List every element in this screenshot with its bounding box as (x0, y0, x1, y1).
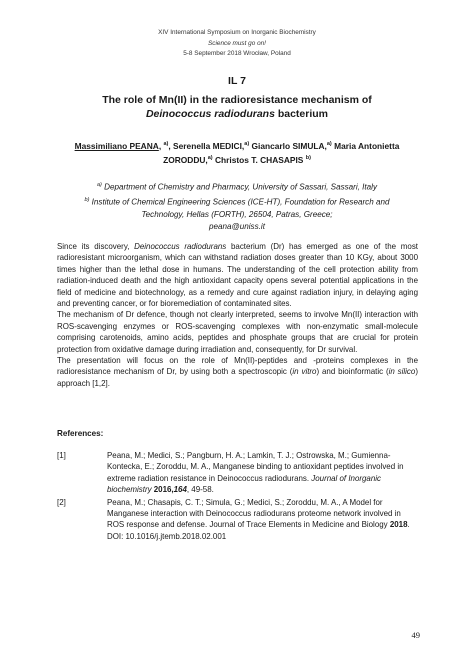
affiliation-b (70, 194, 404, 221)
italic-term: in silico (388, 367, 416, 377)
reference-number: [2] (57, 497, 66, 507)
affil-text: Institute of Chemical Engineering Sciences (ICE-HT), Foundation for Research and Technology, Hellas (FORTH), 26504, Patras, Greece; (89, 197, 390, 219)
ref-year: 2016, (151, 485, 174, 495)
author-name: , Serenella MEDICI, (168, 140, 245, 151)
author-name: Christos T. CHASAPIS (212, 155, 304, 166)
conference-date-location: 5-8 September 2018 Wrocław, Poland (183, 50, 291, 57)
ref-volume: 164 (173, 485, 187, 495)
presenting-author: Massimiliano PEANA (74, 140, 159, 151)
affil-mark: a) (96, 182, 102, 188)
affiliations (70, 179, 404, 233)
affiliation-a (70, 179, 404, 194)
affil-mark: b) (84, 196, 90, 203)
author-affil-mark: a) (163, 141, 169, 147)
author-affil-mark: a) (207, 155, 213, 162)
ref-doi: . DOI: 10.1016/j.jtemb.2018.02.001 (107, 520, 410, 541)
lecture-code: IL 7 (228, 75, 246, 87)
text-run: Peana, M.; Medici, S.; Pangburn, H. A.; Lamkin, T. J.; Ostrowska, M.; Gumienna-Kontecka, E.; Zoroddu, M. A., Manganese binding to antioxidant peptides involved in extreme radiation resistance in Deinococcus radiodurans. (107, 451, 404, 483)
text-run: bacterium (Dr) has emerged as one of the most radioresistant microorganism, which can withstand radiation doses greater than 10 KGy, about 3000 times higher than the lethal dose in humans. The understanding of the cell protection ability from radiation-induced death and the high antioxidant capacity opens several potential applications in the field of medicine and biotechnology, as a remedy and cure against radiation injury, in delaying aging and preventing cancer, or for bioremediation of contaminated sites. (57, 242, 418, 309)
text-run: Since its discovery, (57, 242, 135, 251)
paper-title (70, 93, 404, 121)
reference-number: [1] (57, 451, 66, 460)
abstract-paragraph-2: The mechanism of Dr defence, though not clearly interpreted, seems to involve Mn(II) interaction with ROS-scavenging enzymes or ROS-scavenging complexes with non-enzymatic small-molecule comprising carotenoids, amino acids, peptides and phosphate groups that are crucial for protein protection from oxidative damage during irradiation and, consequently, for Dr survival. (57, 310, 418, 354)
ref-year: 2018 (389, 520, 408, 530)
reference-item (57, 497, 418, 543)
journal-name: Journal of Inorganic biochemistry (107, 473, 381, 495)
conference-motto: Science must go on! (208, 39, 266, 47)
text-run: ) and bioinformatic ( (316, 367, 389, 377)
conference-header (0, 28, 474, 60)
abstract-body (57, 241, 418, 389)
author-name: Maria Antonietta ZORODDU, (163, 140, 400, 166)
text-run: The presentation will focus on the role of Mn(II)-peptides and -proteins complexes in the radioresistance mechanism of Dr, by using both a spectroscopic ( (57, 356, 418, 377)
author-affil-mark: a) (244, 141, 250, 147)
reference-text (107, 450, 418, 496)
abstract-paragraph-1 (57, 241, 418, 309)
ref-pages: , 49-58. (186, 485, 214, 495)
author-affil-mark: b) (305, 155, 311, 162)
author-name: Giancarlo SIMULA, (249, 140, 327, 151)
text-run: ) approach [1,2]. (57, 367, 418, 388)
text-run: Peana, M.; Chasapis, C. T.; Simula, G.; Medici, S.; Zoroddu, M. A., A Model for Manganese interaction with Deinococcus radiodurans proteome network involved in ROS response and defense. Journal of Trace Elements in Medicine and Biology (107, 497, 401, 530)
abstract-paragraph-3 (57, 355, 418, 389)
organism-name: Deinococcus radiodurans (134, 242, 227, 251)
contact-email[interactable]: peana@uniss.it (209, 221, 265, 231)
conference-name: XIV International Symposium on Inorganic Biochemistry (158, 29, 316, 36)
reference-text (107, 497, 418, 543)
references-heading: References: (57, 429, 104, 438)
reference-list (57, 450, 418, 543)
reference-item (57, 450, 418, 496)
italic-term: in vitro (292, 367, 317, 377)
title-part-1: The role of Mn(II) in the radioresistance mechanism of (102, 94, 372, 106)
affil-text: Department of Chemistry and Pharmacy, University of Sassari, Sassari, Italy (101, 182, 378, 192)
title-part-2: bacterium (274, 108, 329, 120)
author-affil-mark: a) (326, 141, 332, 147)
page-number: 49 (411, 630, 420, 640)
title-organism: Deinococcus radiodurans (145, 108, 275, 120)
author-list: Massimiliano PEANA, $^{a)}$, Serenella MEDICI,$^{a)}$ Giancarlo SIMULA,$^{a)}$ Maria Antonietta ZORODDU,$^{a)}$ Christos T. CHASAPIS $^{b)}$ (74, 140, 400, 166)
